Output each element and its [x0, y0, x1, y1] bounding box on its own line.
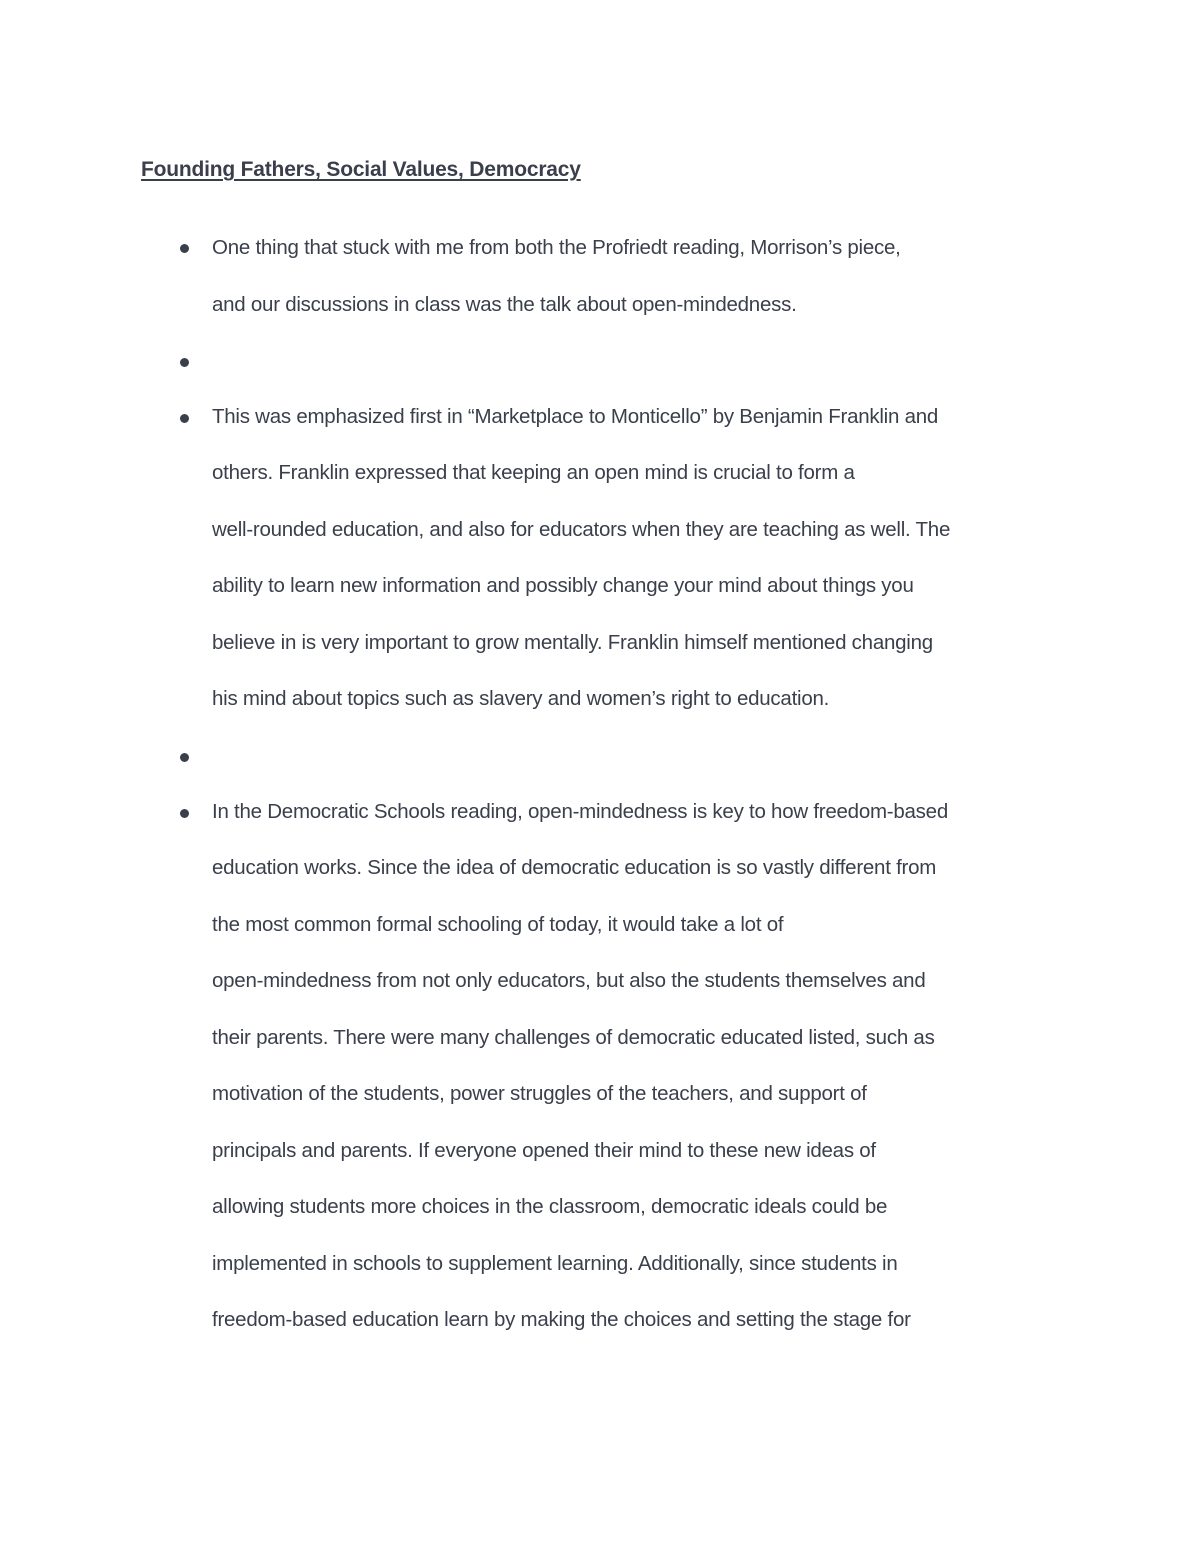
- paragraph-line: motivation of the students, power struggles of the teachers, and support of: [212, 1082, 867, 1105]
- bullet-icon: [180, 753, 189, 762]
- paragraph-line: principals and parents. If everyone opened their mind to these new ideas of: [212, 1139, 876, 1162]
- paragraph-line: freedom-based education learn by making the choices and setting the stage for: [212, 1308, 911, 1331]
- paragraph-line: education works. Since the idea of democratic education is so vastly different from: [212, 856, 937, 879]
- paragraph-line: his mind about topics such as slavery and women’s right to education.: [212, 687, 830, 710]
- paragraph-line: ability to learn new information and possibly change your mind about things you: [212, 574, 914, 597]
- bullet-icon: [180, 414, 189, 423]
- paragraph-line: This was emphasized first in “Marketplace to Monticello” by Benjamin Franklin and: [212, 405, 939, 428]
- bullet-icon: [180, 809, 189, 818]
- paragraph-line: well-rounded education, and also for educators when they are teaching as well. The: [212, 518, 951, 541]
- paragraph-line: and our discussions in class was the talk about open-mindedness.: [212, 293, 797, 316]
- paragraph-line: In the Democratic Schools reading, open-mindedness is key to how freedom-based: [212, 800, 948, 823]
- paragraph-line: their parents. There were many challenges of democratic educated listed, such as: [212, 1026, 935, 1049]
- paragraph-line: believe in is very important to grow mentally. Franklin himself mentioned changing: [212, 631, 933, 654]
- document-title: Founding Fathers, Social Values, Democracy: [141, 158, 581, 181]
- paragraph-line: open-mindedness from not only educators, but also the students themselves and: [212, 969, 926, 992]
- paragraph-line: allowing students more choices in the classroom, democratic ideals could be: [212, 1195, 888, 1218]
- bullet-icon: [180, 244, 189, 253]
- paragraph-line: others. Franklin expressed that keeping an open mind is crucial to form a: [212, 461, 855, 484]
- bullet-icon: [180, 358, 189, 367]
- paragraph-line: the most common formal schooling of today, it would take a lot of: [212, 913, 784, 936]
- paragraph-line: implemented in schools to supplement learning. Additionally, since students in: [212, 1252, 898, 1275]
- paragraph-line: One thing that stuck with me from both the Profriedt reading, Morrison’s piece,: [212, 236, 901, 259]
